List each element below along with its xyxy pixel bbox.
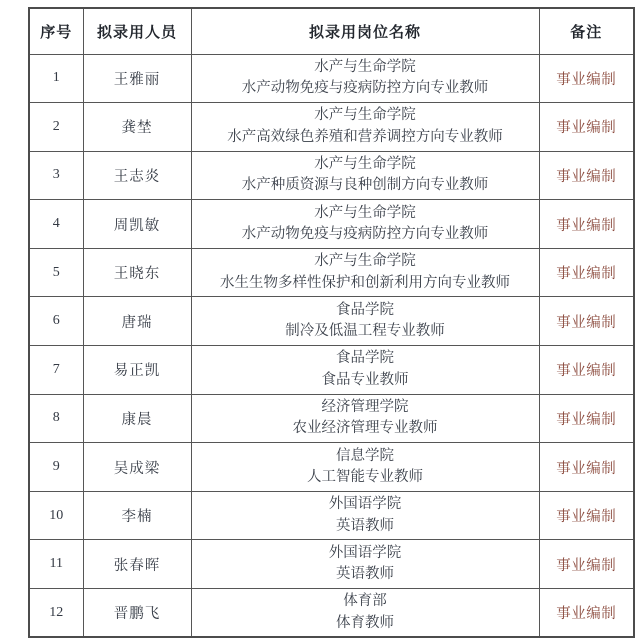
table-row <box>29 394 634 443</box>
remark-cell: 事业编制 <box>539 54 634 103</box>
row-number-cell: 2 <box>29 103 83 152</box>
roster-table <box>28 7 635 638</box>
row-number-cell: 6 <box>29 297 83 346</box>
table-row <box>29 491 634 540</box>
row-number-cell: 8 <box>29 394 83 443</box>
col-header-position-title: 拟录用岗位名称 <box>191 8 539 54</box>
position-title-line: 人工智能专业教师 <box>307 469 423 486</box>
row-number-cell: 1 <box>29 54 83 103</box>
position-title-line: 食品专业教师 <box>321 371 409 388</box>
position-cell <box>191 200 539 249</box>
candidate-name-cell: 龚埜 <box>83 103 191 152</box>
position-college-line: 水产与生命学院 <box>314 107 416 124</box>
candidate-name-cell: 王晓东 <box>83 248 191 297</box>
table-row <box>29 346 634 395</box>
col-header-candidate: 拟录用人员 <box>83 8 191 54</box>
row-number-cell: 11 <box>29 540 83 589</box>
remark-cell: 事业编制 <box>539 540 634 589</box>
remark-cell: 事业编制 <box>539 297 634 346</box>
remark-cell: 事业编制 <box>539 248 634 297</box>
remark-cell: 事业编制 <box>539 394 634 443</box>
row-number-cell: 3 <box>29 151 83 200</box>
position-title-line: 制冷及低温工程专业教师 <box>285 323 445 340</box>
candidate-name-cell: 易正凯 <box>83 346 191 395</box>
candidate-name-cell: 吴成梁 <box>83 443 191 492</box>
position-title-line: 英语教师 <box>336 517 394 534</box>
position-college-line: 信息学院 <box>336 447 394 464</box>
position-title-line: 水产动物免疫与疫病防控方向专业教师 <box>241 80 489 97</box>
position-cell <box>191 54 539 103</box>
position-college-line: 水产与生命学院 <box>314 58 416 75</box>
position-college-line: 水产与生命学院 <box>314 155 416 172</box>
position-cell <box>191 297 539 346</box>
remark-cell: 事业编制 <box>539 589 634 638</box>
row-number-cell: 9 <box>29 443 83 492</box>
remark-cell: 事业编制 <box>539 151 634 200</box>
position-title-line: 体育教师 <box>336 614 394 631</box>
position-college-line: 水产与生命学院 <box>314 204 416 221</box>
table-row <box>29 54 634 103</box>
candidate-name-cell: 周凯敏 <box>83 200 191 249</box>
position-title-line: 水产高效绿色养殖和营养调控方向专业教师 <box>227 128 503 145</box>
col-header-serial-number: 序号 <box>29 8 83 54</box>
position-cell <box>191 491 539 540</box>
position-cell <box>191 346 539 395</box>
table-row <box>29 248 634 297</box>
position-title-line: 英语教师 <box>336 566 394 583</box>
position-cell <box>191 540 539 589</box>
table-row <box>29 443 634 492</box>
candidate-name-cell: 张春晖 <box>83 540 191 589</box>
position-title-line: 农业经济管理专业教师 <box>292 420 438 437</box>
position-cell <box>191 151 539 200</box>
header-row <box>29 8 634 54</box>
candidate-name-cell: 李楠 <box>83 491 191 540</box>
remark-cell: 事业编制 <box>539 346 634 395</box>
recruitment-roster-table <box>28 7 633 637</box>
position-cell <box>191 394 539 443</box>
table-row <box>29 200 634 249</box>
position-title-line: 水产动物免疫与疫病防控方向专业教师 <box>241 226 489 243</box>
row-number-cell: 4 <box>29 200 83 249</box>
position-college-line: 食品学院 <box>336 301 394 318</box>
position-title-line: 水产种质资源与良种创制方向专业教师 <box>241 177 489 194</box>
row-number-cell: 5 <box>29 248 83 297</box>
table-row <box>29 589 634 638</box>
candidate-name-cell: 康晨 <box>83 394 191 443</box>
col-header-remark: 备注 <box>539 8 634 54</box>
remark-cell: 事业编制 <box>539 200 634 249</box>
remark-cell: 事业编制 <box>539 443 634 492</box>
candidate-name-cell: 晋鹏飞 <box>83 589 191 638</box>
position-college-line: 外国语学院 <box>328 496 402 513</box>
row-number-cell: 12 <box>29 589 83 638</box>
remark-cell: 事业编制 <box>539 491 634 540</box>
candidate-name-cell: 唐瑞 <box>83 297 191 346</box>
roster-body <box>29 54 634 637</box>
position-college-line: 水产与生命学院 <box>314 253 416 270</box>
position-college-line: 经济管理学院 <box>321 398 409 415</box>
position-title-line: 水生生物多样性保护和创新利用方向专业教师 <box>220 274 510 291</box>
remark-cell: 事业编制 <box>539 103 634 152</box>
position-cell <box>191 248 539 297</box>
table-row <box>29 540 634 589</box>
row-number-cell: 7 <box>29 346 83 395</box>
table-row <box>29 297 634 346</box>
position-college-line: 食品学院 <box>336 350 394 367</box>
position-cell <box>191 589 539 638</box>
candidate-name-cell: 王雅丽 <box>83 54 191 103</box>
position-college-line: 体育部 <box>343 593 387 610</box>
row-number-cell: 10 <box>29 491 83 540</box>
table-row <box>29 151 634 200</box>
table-row <box>29 103 634 152</box>
position-cell <box>191 103 539 152</box>
position-college-line: 外国语学院 <box>328 544 402 561</box>
position-cell <box>191 443 539 492</box>
candidate-name-cell: 王志炎 <box>83 151 191 200</box>
